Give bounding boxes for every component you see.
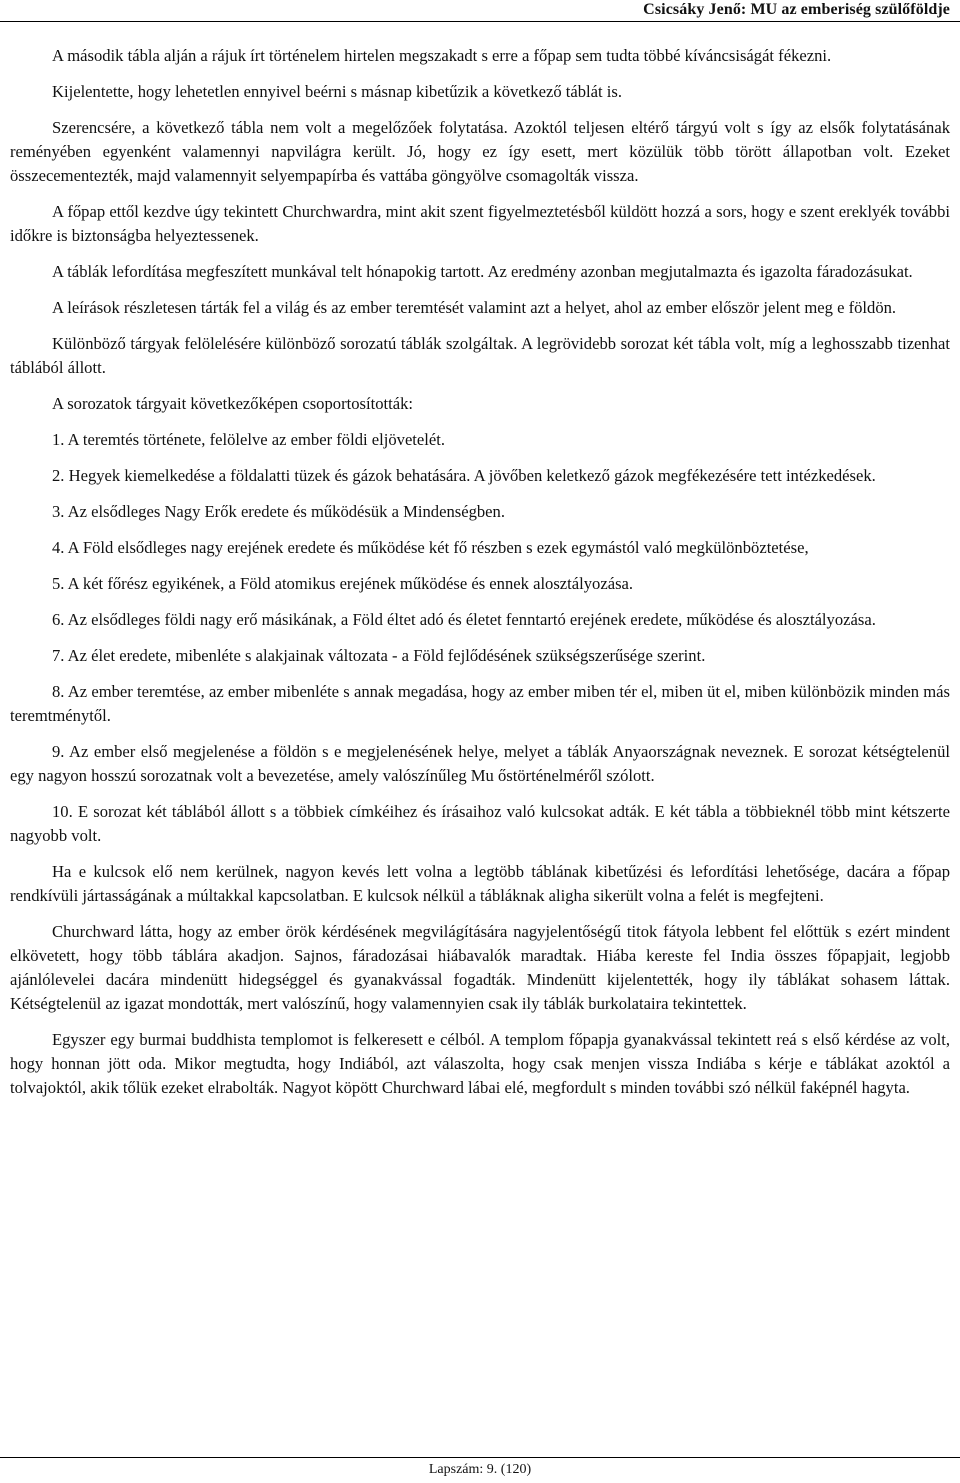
paragraph: A táblák lefordítása megfeszített munkával telt hónapokig tartott. Az eredmény azonban megjutalmazta és igazolta fáradozásukat. xyxy=(52,262,913,281)
list-item: 7. Az élet eredete, mibenléte s alakjainak változata - a Föld fejlődésének szükségszerűsége szerint. xyxy=(52,646,706,665)
header-divider xyxy=(0,21,960,22)
page-number: Lapszám: 9. (120) xyxy=(428,1462,532,1477)
paragraph: Egyszer egy burmai buddhista templomot is felkeresett e célból. A templom főpapja gyanakvással tekintett reá s első kérdése az volt, hogy honnan jött oda. Mikor megtudta, hogy Indiából, azt válaszolta, hogy csak menjen vissza Indiába s kérje e táblákat azoktól a tolvajoktól, akik tőlük ezeket elrabolták. Nagyot köpött Churchward lábai elé, megfordult s minden további szó nélkül faképnél hagyta. xyxy=(10,1030,950,1097)
paragraph: Különböző tárgyak felölelésére különböző sorozatú táblák szolgáltak. A legrövidebb sorozat két tábla volt, míg a leghosszabb tizenhat táblából állott. xyxy=(10,334,950,377)
paragraph: A főpap ettől kezdve úgy tekintett Churchwardra, mint akit szent figyelmeztetésből küldött hozzá a sors, hogy e szent ereklyék további időkre is biztonságba helyeztessenek. xyxy=(10,202,950,245)
list-item: 5. A két főrész egyikének, a Föld atomikus erejének működése és ennek alosztályozása. xyxy=(52,574,634,593)
list-item: 4. A Föld elsődleges nagy erejének eredete és működése két fő részben s ezek egymástól való megkülönböztetése, xyxy=(52,538,809,557)
list-item: 3. Az elsődleges Nagy Erők eredete és működésük a Mindenségben. xyxy=(52,502,505,521)
running-header: Csicsáky Jenő: MU az emberiség szülőföldje xyxy=(643,1,950,18)
paragraph: Churchward látta, hogy az ember örök kérdésének megvilágítására nagyjelentőségű titok fátyola lebbent fel előttük s ezért mindent elkövetett, hogy több táblára akadjon. Sajnos, fáradozásai hiábavalók maradtak. Hiába kereste fel India összes főpapjait, legjobb ajánlólevelei dacára mindenütt hidegséggel és gyanakvással fogadták. Mindenütt kijelentették, hogy ily táblákat sohasem láttak. Kétségtelenül az igazat mondották, mert valószínű, hogy valamennyien csak ily táblák burkolataira tekintettek. xyxy=(10,922,950,1013)
list-item: 9. Az ember első megjelenése a földön s e megjelenésének helye, melyet a táblák Anyaországnak neveznek. E sorozat kétségtelenül egy nagyon hosszú sorozatnak volt a bevezetése, amely valószínűleg Mu őstörténelméről szólott. xyxy=(10,742,950,785)
list-item: 10. E sorozat két táblából állott s a többiek címkéihez és írásaihoz való kulcsokat adták. E két tábla a többieknél több mint kétszerte nagyobb volt. xyxy=(10,802,950,845)
list-item: 2. Hegyek kiemelkedése a földalatti tüzek és gázok behatására. A jövőben keletkező gázok megfékezésére tett intézkedések. xyxy=(52,466,876,485)
paragraph: Kijelentette, hogy lehetetlen ennyivel beérni s másnap kibetűzik a következő táblát is. xyxy=(52,82,622,101)
paragraph: A sorozatok tárgyait következőképen csoportosították: xyxy=(52,394,413,413)
body-text xyxy=(10,44,950,1112)
list-item: 6. Az elsődleges földi nagy erő másikának, a Föld éltet adó és életet fenntartó erejének eredete, működése és alosztályozása. xyxy=(52,610,876,629)
paragraph: Szerencsére, a következő tábla nem volt a megelőzőek folytatása. Azoktól teljesen eltérő tárgyú volt s így az elsők folytatásának reményében egyenként valamennyi napvilágra került. Jó, hogy ez így esett, mert közülük több törött állapotban volt. Ezeket összecementezték, majd valamennyit selyempapírba és vattába göngyölve csomagolták vissza. xyxy=(10,118,950,185)
list-item: 8. Az ember teremtése, az ember mibenléte s annak megadása, hogy az ember miben tér el, miben üt el, miben különbözik minden más teremtménytől. xyxy=(10,682,950,725)
list-item: 1. A teremtés története, felölelve az ember földi eljövetelét. xyxy=(52,430,446,449)
paragraph: Ha e kulcsok elő nem kerülnek, nagyon kevés lett volna a legtöbb táblának kibetűzési és lefordítási lehetősége, dacára a főpap rendkívüli jártasságának a múltakkal kapcsolatban. E kulcsok nélkül a tábláknak aligha sikerült volna a felét is megfejteni. xyxy=(10,862,950,905)
paragraph: A második tábla alján a rájuk írt történelem hirtelen megszakadt s erre a főpap sem tudta többé kíváncsiságát fékezni. xyxy=(52,46,832,65)
paragraph: A leírások részletesen tárták fel a világ és az ember teremtését valamint azt a helyet, ahol az ember először jelent meg e földön. xyxy=(52,298,897,317)
footer-divider xyxy=(0,1457,960,1458)
